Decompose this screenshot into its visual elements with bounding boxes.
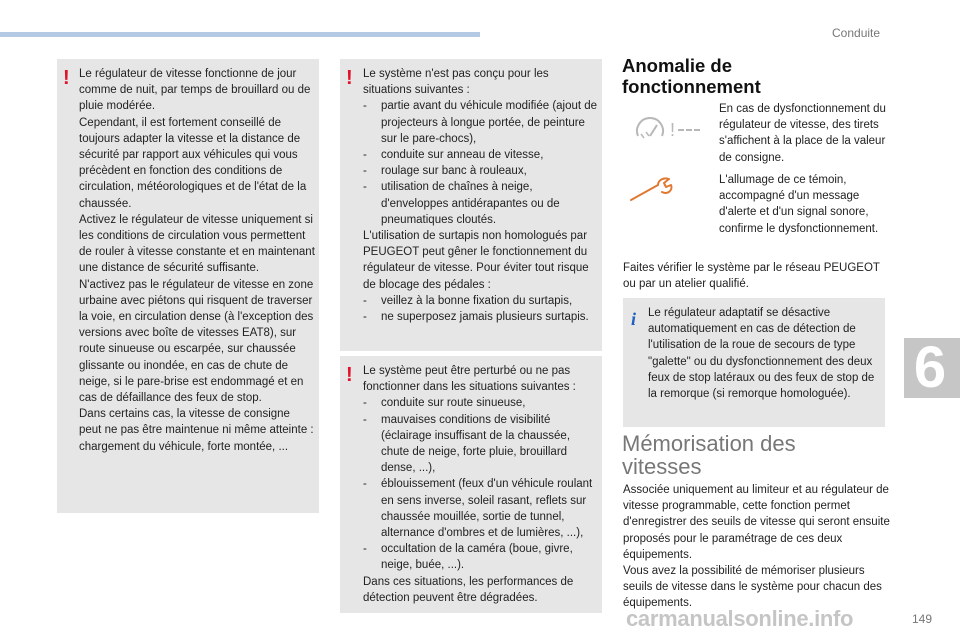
wrench-icon: [628, 176, 678, 204]
warning-exclamation-icon: !: [63, 67, 70, 89]
info-box-text: Le régulateur adaptatif se désactive automatiquement en cas de détection de l'utilisation de la roue de secours de type "galette" ou du dysfonctionnement des deux feux de stop latéraux ou des feux de stop de la remorque (si remorque homologuée).: [648, 307, 875, 401]
anomaly-warning-light-text: L'allumage de ce témoin, accompagné d'un message d'alerte et d'un signal sonore, confirme le dysfonctionnement.: [719, 174, 879, 235]
outro-text: Dans ces situations, les performances de détection peuvent être dégradées.: [363, 575, 574, 604]
intro-text: Le système n'est pas conçu pour les situations suivantes :: [363, 68, 549, 97]
anomaly-heading: [622, 56, 761, 97]
speedometer-fault-icon: [632, 112, 702, 144]
section-name: Conduite: [832, 26, 881, 40]
anomaly-check-text: Faites vérifier le système par le réseau PEUGEOT ou par un atelier qualifié.: [623, 262, 880, 291]
mat-list: [363, 293, 599, 325]
list-item: - mauvaises conditions de visibilité (éclairage insuffisant de la chaussée, chute de neige, forte pluie, brouillard dense, ...),: [363, 412, 599, 477]
memorisation-text: [623, 482, 891, 612]
heading-line: fonctionnement: [622, 75, 761, 97]
list-item: - occultation de la caméra (boue, givre, neige, buée, ...).: [363, 541, 599, 573]
list-item: - conduite sur anneau de vitesse,: [363, 147, 599, 163]
mat-warning-text: L'utilisation de surtapis non homologués par PEUGEOT peut gêner le fonctionnement du régulateur de vitesse. Pour éviter tout risque de blocage des pédales :: [363, 230, 589, 291]
paragraph: Vous avez la possibilité de mémoriser plusieurs seuils de vitesse dans le système pour chacun des équipements.: [623, 565, 882, 610]
warning-box-left-text: [79, 66, 315, 455]
warning-exclamation-icon: !: [346, 364, 353, 386]
list-item: - ne superposez jamais plusieurs surtapis.: [363, 309, 599, 325]
paragraph: N'activez pas le régulateur de vitesse en zone urbaine avec piétons qui risquent de traverser la voie, en circulation dense (à l'exception des versions avec boîte de vitesses EAT8), sur route sinueuse ou escarpée, sur chaussée glissante ou inondée, en cas de chute de neige, si le pare-brise est endommagé et en cas de défaillance des feux de stop.: [79, 278, 314, 405]
list-item: - éblouissement (feux d'un véhicule roulant en sens inverse, soleil rasant, reflets sur chaussée mouillée, sortie de tunnel, alternance d'ombres et de lumières, ...),: [363, 476, 599, 541]
heading-line: vitesses: [622, 454, 702, 479]
warning-box-middle-bottom-text: [363, 363, 599, 606]
heading-line: Anomalie de: [622, 55, 732, 76]
intro-text: Le système peut être perturbé ou ne pas fonctionner dans les situations suivantes :: [363, 365, 576, 394]
svg-text:!: !: [670, 120, 676, 140]
disturbance-list: [363, 395, 599, 573]
list-item: - veillez à la bonne fixation du surtapis,: [363, 293, 599, 309]
memorisation-heading: [622, 432, 796, 478]
list-item: - utilisation de chaînes à neige, d'enveloppes antidérapantes ou de pneumatiques cloutés.: [363, 179, 599, 228]
paragraph: Le régulateur de vitesse fonctionne de jour comme de nuit, par temps de brouillard ou de pluie modérée.: [79, 68, 311, 113]
situation-list: [363, 98, 599, 228]
header-accent-bar: [0, 32, 480, 37]
paragraph: Dans certains cas, la vitesse de consigne peut ne pas être maintenue ni même atteinte : chargement du véhicule, forte montée, ...: [79, 408, 314, 453]
chapter-number: 6: [913, 335, 947, 400]
paragraph: Activez le régulateur de vitesse uniquement si les conditions de circulation vous permettent de rouler à vitesse constante et en maintenant une distance de sécurité suffisante.: [79, 213, 315, 275]
warning-box-middle-top-text: [363, 66, 599, 325]
list-item: - roulage sur banc à rouleaux,: [363, 163, 599, 179]
paragraph: Cependant, il est fortement conseillé de toujours adapter la vitesse et la distance de sécurité par rapport aux véhicules qui vous précèdent en fonction des conditions de circulation, météorologiques et de l'état de la chaussée.: [79, 116, 307, 210]
list-item: - partie avant du véhicule modifiée (ajout de projecteurs à longue portée, de peinture sur le pare-chocs),: [363, 98, 599, 147]
anomaly-dashes-text: En cas de dysfonctionnement du régulateur de vitesse, des tirets s'affichent à la place de la valeur de consigne.: [719, 103, 886, 164]
list-item: - conduite sur route sinueuse,: [363, 395, 599, 411]
warning-exclamation-icon: !: [346, 67, 353, 89]
heading-line: Mémorisation des: [622, 431, 796, 456]
paragraph: Associée uniquement au limiteur et au régulateur de vitesse programmable, cette fonction permet d'enregistrer des seuils de vitesse qui seront ensuite proposés pour le paramétrage de ces deux équipements.: [623, 484, 890, 561]
info-icon: i: [631, 309, 637, 329]
watermark: carmanualsonline.info: [626, 606, 854, 631]
page-number: 149: [912, 612, 933, 626]
